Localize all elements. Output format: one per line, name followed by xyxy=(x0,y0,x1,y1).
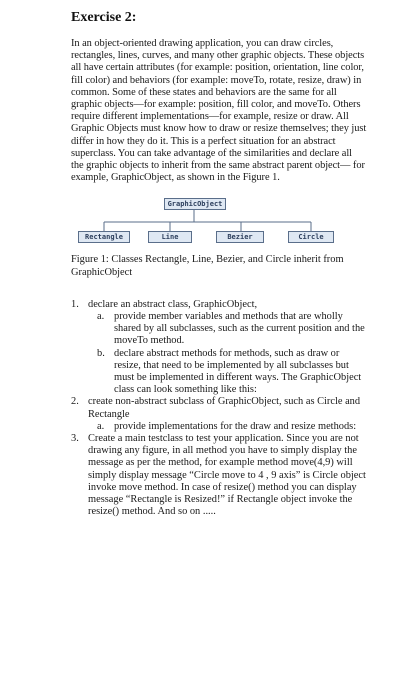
sub-letter: a. xyxy=(97,420,105,432)
sub-item-text: provide implementations for the draw and resize methods: xyxy=(114,420,357,432)
sub-item-text: provide member variables and methods that are wholly shared by all subclasses, such as the current position and the moveTo method. xyxy=(114,311,365,347)
sub-item-b xyxy=(97,348,367,397)
line-box: Line xyxy=(148,231,192,243)
sub-letter: a. xyxy=(97,311,105,323)
sub-item-a xyxy=(97,311,367,348)
circle-box: Circle xyxy=(288,231,334,243)
bezier-box: Bezier xyxy=(216,231,264,243)
sub-letter: b. xyxy=(97,347,105,359)
sub-item-text: declare abstract methods for methods, such as draw or resize, that need to be implemented by all subclasses but must be implemented in different ways. The GraphicObject class can look something like this: xyxy=(114,347,362,396)
list-item-2 xyxy=(71,396,367,433)
instruction-list xyxy=(71,299,367,519)
class-hierarchy-diagram xyxy=(76,196,346,246)
exercise-title: Exercise 2: xyxy=(71,10,137,25)
list-item-text: declare an abstract class, GraphicObject, xyxy=(88,298,258,310)
rectangle-box: Rectangle xyxy=(78,231,130,243)
list-item-text: Create a main testclass to test your application. Since you are not drawing any figure, in all method you have to simply display the message as per the method, for example method move(4,9) will simply display message “Circle move to 4 , 9 axis” is Circle object invoke move method. In case of resize() method you can display message “Rectangle is Resized!” if Rectangle object invoke the resize() method. And so on ..... xyxy=(88,433,366,518)
list-item-3 xyxy=(71,433,367,518)
list-item-text: create non-abstract subclass of GraphicObject, such as Circle and Rectangle xyxy=(88,396,361,420)
list-number: 2. xyxy=(71,396,79,408)
sub-item-a xyxy=(97,421,367,433)
list-item-1 xyxy=(71,299,367,397)
list-number: 3. xyxy=(71,433,79,445)
list-number: 1. xyxy=(71,298,79,310)
intro-paragraph: In an object-oriented drawing application, you can draw circles, rectangles, lines, curves, and many other graphic objects. These objects all have certain attributes (for example: position, orientation, line color, fill color) and behaviors (for example: moveTo, rotate, resize, draw) in common. Some of these states and behaviors are the same for all graphic objects—for example: position, fill color, and moveTo. Others require different implementations—for example, resize or draw. All Graphic Objects must know how to draw or resize themselves; they just differ in how they do it. This is a perfect situation for an abstract superclass. You can take advantage of the similarities and declare all the graphic objects to inherit from the same abstract parent object— for example, GraphicObject, as shown in the Figure 1. xyxy=(71,38,367,184)
figure-caption: Figure 1: Classes Rectangle, Line, Bezier, and Circle inherit from GraphicObject xyxy=(71,254,344,278)
graphicobject-box: GraphicObject xyxy=(164,198,226,210)
